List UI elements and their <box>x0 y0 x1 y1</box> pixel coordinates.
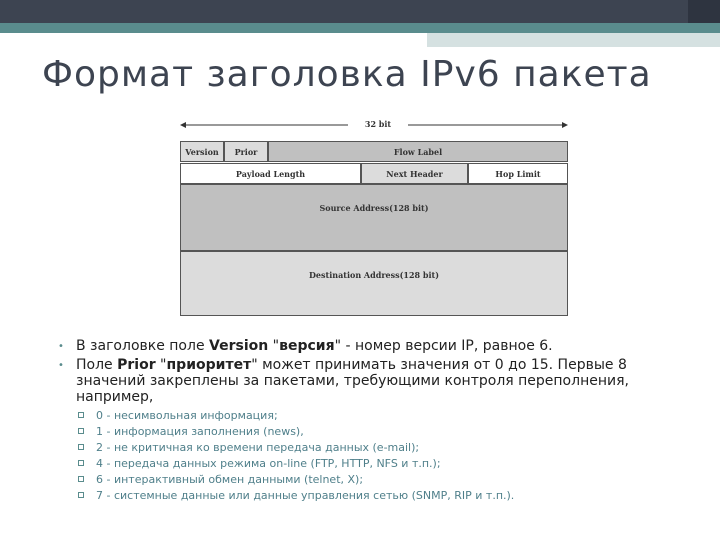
field-payload-length: Payload Length <box>180 163 361 184</box>
square-bullet-icon <box>78 492 84 498</box>
bullet-icon: • <box>58 360 64 371</box>
square-bullet-icon <box>78 428 84 434</box>
field-prior: Prior <box>224 141 268 162</box>
sublist-item: 2 - не критичная ко времени передача данных (e-mail); <box>58 440 678 456</box>
width-label: 32 bit <box>348 119 408 129</box>
sublist-item: 0 - несимвольная информация; <box>58 408 678 424</box>
square-bullet-icon <box>78 460 84 466</box>
sublist-item: 1 - информация заполнения (news), <box>58 424 678 440</box>
square-bullet-icon <box>78 476 84 482</box>
ipv6-header-diagram <box>178 116 570 318</box>
bullet-icon: • <box>58 341 64 352</box>
top-bar-accent <box>427 33 720 47</box>
square-bullet-icon <box>78 412 84 418</box>
field-destination-address: Destination Address(128 bit) <box>180 251 568 316</box>
top-bar-dark-end <box>688 0 720 23</box>
priority-sublist <box>58 408 678 504</box>
field-version: Version <box>180 141 224 162</box>
sublist-item: 4 - передача данных режима on-line (FTP, HTTP, NFS и т.п.); <box>58 456 678 472</box>
bullet-version: • В заголовке поле Version "версия" - номер версии IP, равное 6. <box>58 338 553 354</box>
sublist-item: 6 - интерактивный обмен данными (telnet, X); <box>58 472 678 488</box>
bullet-prior: • Поле Prior "приоритет" может принимать значения от 0 до 15. Первые 8 значений закреплены за пакетами, требующими контроля переполнения, например, <box>58 357 629 405</box>
square-bullet-icon <box>78 444 84 450</box>
field-next-header: Next Header <box>361 163 468 184</box>
content-list <box>58 338 678 504</box>
field-hop-limit: Hop Limit <box>468 163 568 184</box>
sublist-item: 7 - системные данные или данные управления сетью (SNMP, RIP и т.п.). <box>58 488 678 504</box>
field-source-address: Source Address(128 bit) <box>180 184 568 251</box>
top-bar-teal <box>0 23 720 33</box>
top-bar-dark <box>0 0 720 23</box>
field-flow-label: Flow Label <box>268 141 568 162</box>
slide-title: Формат заголовка IPv6 пакета <box>42 54 652 95</box>
